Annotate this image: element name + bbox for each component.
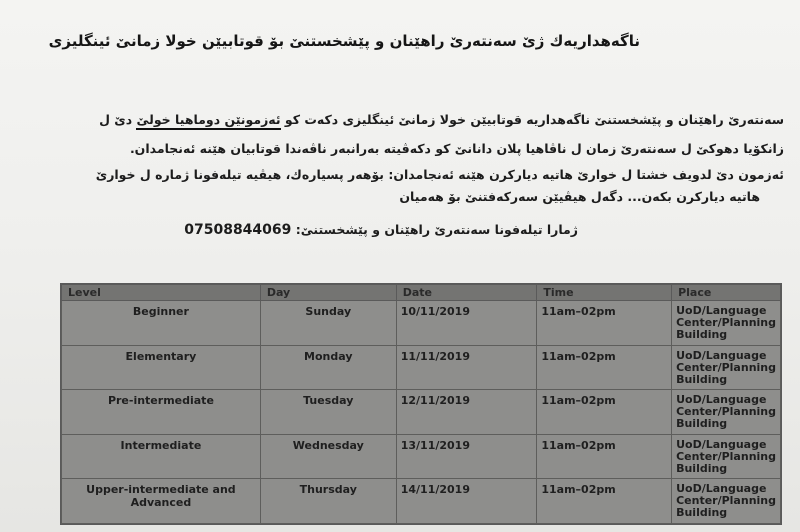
table-row (62, 345, 781, 390)
table-header-row (62, 285, 781, 301)
contact-label: ژمارا تیلەفونا سەنتەرێ راهێنان و پێشخستنێ: (295, 222, 578, 237)
cell-day: Monday (260, 345, 396, 390)
announcement-title: ناگەهداریەك ژێ سەنتەرێ راهێنان و پێشخستنێ بۆ قوتابیێن خولا زمانێ ئینگلیزی (48, 32, 640, 50)
contact-line (18, 222, 578, 238)
paragraph-line-1-end: دێ ل (99, 112, 137, 127)
table-row (62, 479, 781, 524)
cell-date: 11/11/2019 (396, 345, 537, 390)
table-row (62, 301, 781, 346)
cell-day: Sunday (260, 301, 396, 346)
cell-place: UoD/Language Center/Planning Building (672, 390, 781, 435)
cell-day: Thursday (260, 479, 396, 524)
cell-date: 14/11/2019 (396, 479, 537, 524)
cell-place: UoD/Language Center/Planning Building (672, 434, 781, 479)
paragraph-line-1-start: سەنتەرێ راهێنان و پێشخستنێ ناگەهداریە قوتابیێن خولا زمانێ ئینگلیزی دکەت کو (280, 112, 784, 127)
paragraph-line-4: هاتیە دیارکرن بکەن... دگەل هیڤیێن سەرکەفتنێ بۆ هەمیان (399, 189, 760, 204)
cell-time: 11am–02pm (537, 434, 672, 479)
header-place: Place (672, 285, 781, 301)
cell-time: 11am–02pm (537, 390, 672, 435)
cell-level: Beginner (62, 301, 261, 346)
exam-underlined-phrase: ئەزمونێن دوماهیا خولێ (136, 112, 280, 130)
cell-level: Elementary (62, 345, 261, 390)
cell-time: 11am–02pm (537, 301, 672, 346)
cell-time: 11am–02pm (537, 345, 672, 390)
table-row (62, 434, 781, 479)
cell-level: Upper-intermediate and Advanced (62, 479, 261, 524)
cell-level: Pre-intermediate (62, 390, 261, 435)
cell-day: Wednesday (260, 434, 396, 479)
header-time: Time (537, 285, 672, 301)
cell-date: 10/11/2019 (396, 301, 537, 346)
paragraph-line-2: زانکۆیا دهوکێ ل سەنتەرێ زمان ل ناڤاهیا پلان دانانێ کو دکەڤیتە بەرانبەر ناڤەندا قوتابیان هێنە ئەنجامدان. (129, 141, 784, 156)
schedule-table-wrapper (60, 283, 782, 525)
paragraph-line-3: ئەزمون دێ لدویف خشتا ل خوارێ هاتیە دیارکرن هێنە ئەنجامدان: بۆهەر پسیارەك، هیڤیە تیلەفونا ژمارە ل خوارێ (95, 167, 784, 182)
cell-place: UoD/Language Center/Planning Building (672, 345, 781, 390)
cell-day: Tuesday (260, 390, 396, 435)
cell-time: 11am–02pm (537, 479, 672, 524)
table-row (62, 390, 781, 435)
cell-place: UoD/Language Center/Planning Building (672, 479, 781, 524)
contact-phone: 07508844069 (184, 222, 292, 238)
cell-place: UoD/Language Center/Planning Building (672, 301, 781, 346)
paragraph-line-1 (14, 112, 784, 127)
schedule-table (61, 284, 781, 524)
cell-date: 13/11/2019 (396, 434, 537, 479)
header-level: Level (62, 285, 261, 301)
header-day: Day (260, 285, 396, 301)
header-date: Date (396, 285, 537, 301)
cell-date: 12/11/2019 (396, 390, 537, 435)
cell-level: Intermediate (62, 434, 261, 479)
